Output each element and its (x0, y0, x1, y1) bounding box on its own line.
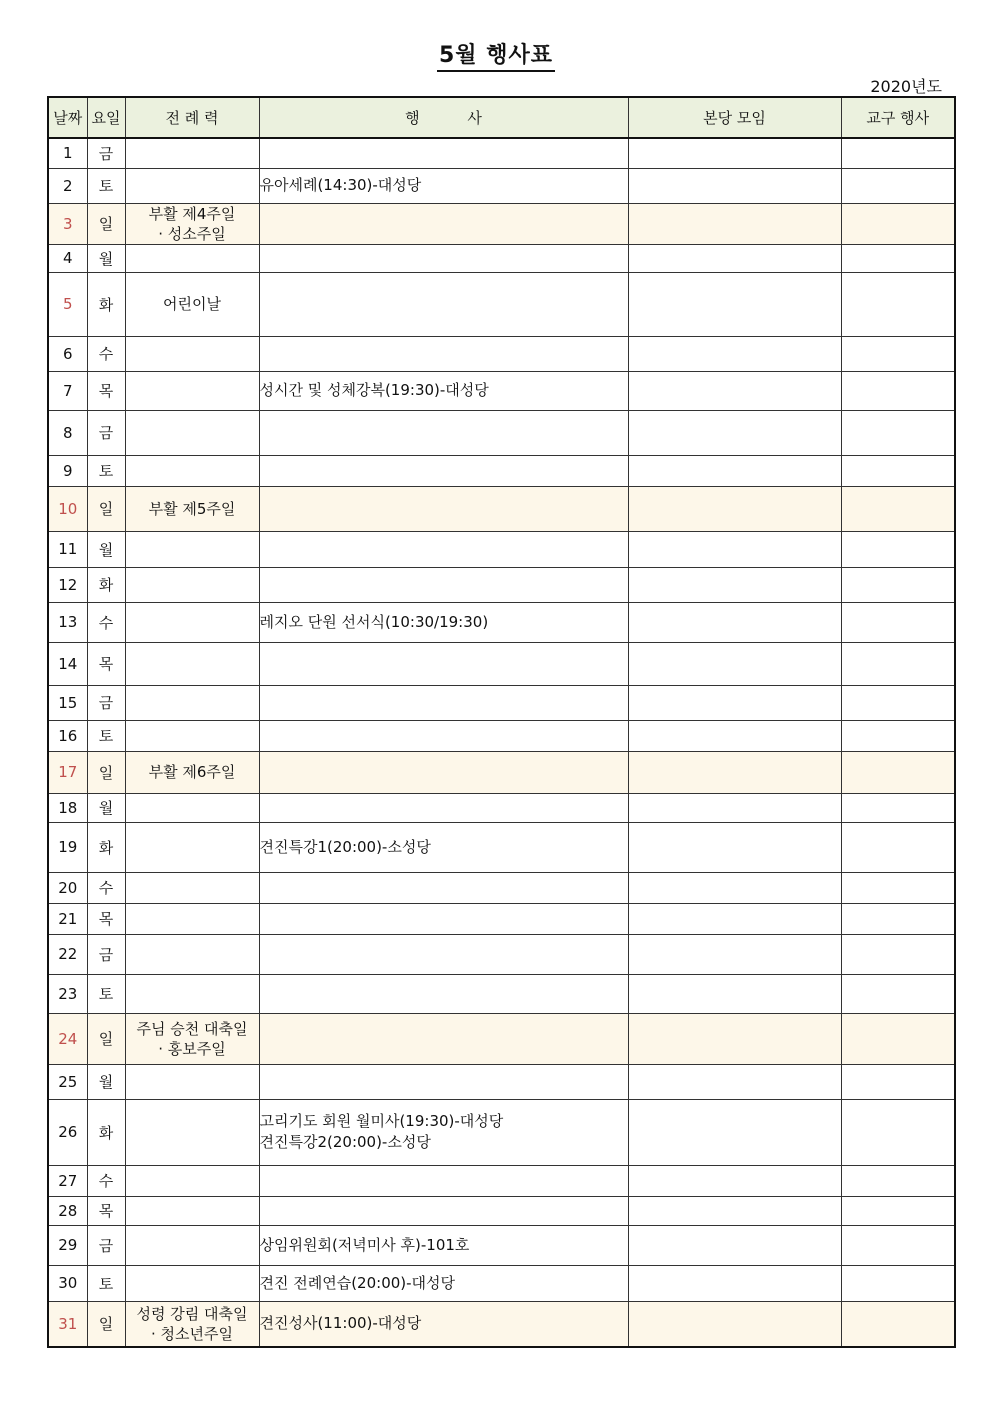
cell-parish-meeting (628, 486, 841, 531)
cell-district-event (841, 1013, 955, 1064)
cell-day-of-week: 금 (87, 138, 125, 168)
cell-date: 6 (48, 336, 87, 371)
cell-liturgy (125, 567, 259, 602)
cell-liturgy (125, 642, 259, 685)
cell-event (259, 685, 628, 720)
cell-event (259, 567, 628, 602)
cell-liturgy (125, 822, 259, 872)
table-row (48, 685, 955, 720)
cell-day-of-week: 목 (87, 642, 125, 685)
cell-parish-meeting (628, 168, 841, 203)
cell-district-event (841, 1301, 955, 1347)
table-row (48, 974, 955, 1013)
cell-event: 성시간 및 성체강복(19:30)-대성당 (259, 371, 628, 410)
cell-day-of-week: 수 (87, 1165, 125, 1196)
cell-district-event (841, 1064, 955, 1099)
cell-parish-meeting (628, 244, 841, 272)
cell-parish-meeting (628, 455, 841, 486)
cell-day-of-week: 화 (87, 567, 125, 602)
cell-day-of-week: 수 (87, 336, 125, 371)
cell-day-of-week: 토 (87, 974, 125, 1013)
cell-day-of-week: 토 (87, 168, 125, 203)
table-row (48, 138, 955, 168)
table-row (48, 531, 955, 567)
cell-parish-meeting (628, 934, 841, 974)
cell-liturgy (125, 934, 259, 974)
cell-district-event (841, 934, 955, 974)
cell-liturgy (125, 1196, 259, 1225)
header-date: 날짜 (48, 97, 87, 138)
cell-day-of-week: 화 (87, 1099, 125, 1165)
cell-district-event (841, 751, 955, 793)
cell-parish-meeting (628, 1064, 841, 1099)
cell-date: 30 (48, 1265, 87, 1301)
cell-event (259, 903, 628, 934)
cell-day-of-week: 화 (87, 272, 125, 336)
table-row (48, 336, 955, 371)
table-row (48, 934, 955, 974)
table-row (48, 1265, 955, 1301)
table-row (48, 203, 955, 244)
cell-district-event (841, 567, 955, 602)
cell-district-event (841, 1196, 955, 1225)
cell-day-of-week: 일 (87, 1013, 125, 1064)
cell-liturgy (125, 793, 259, 822)
cell-district-event (841, 1225, 955, 1265)
cell-date: 19 (48, 822, 87, 872)
cell-parish-meeting (628, 872, 841, 903)
cell-liturgy (125, 138, 259, 168)
cell-event (259, 410, 628, 455)
header-event: 행 사 (259, 97, 628, 138)
cell-date: 8 (48, 410, 87, 455)
cell-parish-meeting (628, 751, 841, 793)
cell-parish-meeting (628, 602, 841, 642)
cell-liturgy (125, 371, 259, 410)
cell-date: 25 (48, 1064, 87, 1099)
cell-liturgy: 성령 강림 대축일 · 청소년주일 (125, 1301, 259, 1347)
table-row (48, 244, 955, 272)
cell-date: 9 (48, 455, 87, 486)
cell-parish-meeting (628, 822, 841, 872)
cell-liturgy: 부활 제6주일 (125, 751, 259, 793)
cell-liturgy: 부활 제5주일 (125, 486, 259, 531)
cell-date: 1 (48, 138, 87, 168)
cell-parish-meeting (628, 567, 841, 602)
cell-date: 26 (48, 1099, 87, 1165)
table-row (48, 272, 955, 336)
cell-district-event (841, 455, 955, 486)
cell-liturgy (125, 1225, 259, 1265)
cell-liturgy (125, 903, 259, 934)
cell-district-event (841, 974, 955, 1013)
cell-day-of-week: 일 (87, 751, 125, 793)
cell-date: 21 (48, 903, 87, 934)
cell-event (259, 642, 628, 685)
cell-event (259, 336, 628, 371)
cell-liturgy: 주님 승천 대축일 · 홍보주일 (125, 1013, 259, 1064)
table-row (48, 602, 955, 642)
cell-parish-meeting (628, 336, 841, 371)
cell-day-of-week: 금 (87, 1225, 125, 1265)
cell-date: 18 (48, 793, 87, 822)
header-district-event: 교구 행사 (841, 97, 955, 138)
cell-date: 23 (48, 974, 87, 1013)
cell-district-event (841, 602, 955, 642)
cell-parish-meeting (628, 974, 841, 1013)
cell-date: 2 (48, 168, 87, 203)
cell-liturgy (125, 720, 259, 751)
cell-district-event (841, 1165, 955, 1196)
cell-day-of-week: 금 (87, 410, 125, 455)
cell-date: 12 (48, 567, 87, 602)
cell-date: 27 (48, 1165, 87, 1196)
cell-event (259, 751, 628, 793)
cell-parish-meeting (628, 685, 841, 720)
cell-district-event (841, 642, 955, 685)
cell-date: 20 (48, 872, 87, 903)
cell-parish-meeting (628, 371, 841, 410)
cell-event (259, 974, 628, 1013)
cell-event: 레지오 단원 선서식(10:30/19:30) (259, 602, 628, 642)
cell-parish-meeting (628, 1165, 841, 1196)
year-label: 2020년도 (870, 77, 942, 96)
cell-liturgy (125, 974, 259, 1013)
cell-district-event (841, 244, 955, 272)
cell-event (259, 872, 628, 903)
cell-date: 22 (48, 934, 87, 974)
cell-parish-meeting (628, 1099, 841, 1165)
cell-liturgy (125, 1165, 259, 1196)
cell-day-of-week: 수 (87, 872, 125, 903)
table-row (48, 1225, 955, 1265)
cell-event: 상임위원회(저녁미사 후)-101호 (259, 1225, 628, 1265)
cell-liturgy: 부활 제4주일 · 성소주일 (125, 203, 259, 244)
cell-event (259, 244, 628, 272)
cell-liturgy (125, 244, 259, 272)
cell-day-of-week: 월 (87, 244, 125, 272)
cell-parish-meeting (628, 203, 841, 244)
table-row (48, 455, 955, 486)
cell-date: 29 (48, 1225, 87, 1265)
cell-parish-meeting (628, 903, 841, 934)
cell-liturgy (125, 531, 259, 567)
event-schedule-table (47, 96, 956, 1348)
cell-district-event (841, 203, 955, 244)
cell-event (259, 486, 628, 531)
cell-parish-meeting (628, 1265, 841, 1301)
cell-district-event (841, 793, 955, 822)
cell-event: 고리기도 회원 월미사(19:30)-대성당 견진특강2(20:00)-소성당 (259, 1099, 628, 1165)
cell-parish-meeting (628, 1225, 841, 1265)
cell-district-event (841, 720, 955, 751)
cell-liturgy (125, 1265, 259, 1301)
table-row (48, 793, 955, 822)
cell-date: 16 (48, 720, 87, 751)
cell-parish-meeting (628, 1301, 841, 1347)
cell-date: 4 (48, 244, 87, 272)
cell-district-event (841, 371, 955, 410)
cell-liturgy (125, 685, 259, 720)
cell-district-event (841, 1099, 955, 1165)
cell-day-of-week: 토 (87, 720, 125, 751)
cell-event: 견진성사(11:00)-대성당 (259, 1301, 628, 1347)
cell-event (259, 1165, 628, 1196)
cell-district-event (841, 272, 955, 336)
table-row (48, 903, 955, 934)
cell-day-of-week: 금 (87, 685, 125, 720)
cell-date: 3 (48, 203, 87, 244)
cell-district-event (841, 903, 955, 934)
table-row (48, 1064, 955, 1099)
cell-district-event (841, 685, 955, 720)
cell-parish-meeting (628, 272, 841, 336)
cell-liturgy (125, 602, 259, 642)
cell-event: 견진 전례연습(20:00)-대성당 (259, 1265, 628, 1301)
cell-event (259, 1013, 628, 1064)
table-row (48, 822, 955, 872)
cell-event (259, 1064, 628, 1099)
cell-liturgy (125, 168, 259, 203)
cell-parish-meeting (628, 531, 841, 567)
cell-day-of-week: 목 (87, 1196, 125, 1225)
cell-day-of-week: 월 (87, 531, 125, 567)
cell-day-of-week: 목 (87, 903, 125, 934)
cell-event (259, 138, 628, 168)
cell-date: 24 (48, 1013, 87, 1064)
cell-parish-meeting (628, 138, 841, 168)
cell-event (259, 455, 628, 486)
cell-district-event (841, 872, 955, 903)
cell-day-of-week: 일 (87, 486, 125, 531)
header-day-of-week: 요일 (87, 97, 125, 138)
table-row (48, 751, 955, 793)
cell-liturgy (125, 872, 259, 903)
cell-parish-meeting (628, 793, 841, 822)
cell-date: 31 (48, 1301, 87, 1347)
table-row (48, 872, 955, 903)
cell-day-of-week: 월 (87, 1064, 125, 1099)
cell-day-of-week: 월 (87, 793, 125, 822)
cell-district-event (841, 486, 955, 531)
header-row (48, 97, 955, 138)
table-row (48, 567, 955, 602)
table-row (48, 720, 955, 751)
cell-date: 10 (48, 486, 87, 531)
table-row (48, 1165, 955, 1196)
cell-day-of-week: 토 (87, 455, 125, 486)
cell-event (259, 1196, 628, 1225)
cell-event: 유아세례(14:30)-대성당 (259, 168, 628, 203)
table-row (48, 1301, 955, 1347)
cell-date: 7 (48, 371, 87, 410)
cell-day-of-week: 일 (87, 203, 125, 244)
cell-liturgy (125, 1064, 259, 1099)
cell-liturgy (125, 1099, 259, 1165)
page-title (0, 38, 992, 69)
cell-parish-meeting (628, 642, 841, 685)
table-row (48, 486, 955, 531)
cell-date: 28 (48, 1196, 87, 1225)
cell-district-event (841, 822, 955, 872)
cell-liturgy (125, 455, 259, 486)
cell-date: 5 (48, 272, 87, 336)
cell-event (259, 531, 628, 567)
cell-day-of-week: 화 (87, 822, 125, 872)
table-row (48, 642, 955, 685)
table-row (48, 1196, 955, 1225)
cell-event (259, 203, 628, 244)
cell-parish-meeting (628, 1196, 841, 1225)
table-row (48, 1099, 955, 1165)
cell-day-of-week: 수 (87, 602, 125, 642)
table-row (48, 410, 955, 455)
header-liturgy: 전 례 력 (125, 97, 259, 138)
cell-district-event (841, 410, 955, 455)
cell-event: 견진특강1(20:00)-소성당 (259, 822, 628, 872)
cell-district-event (841, 168, 955, 203)
cell-event (259, 793, 628, 822)
cell-parish-meeting (628, 410, 841, 455)
cell-date: 11 (48, 531, 87, 567)
cell-district-event (841, 531, 955, 567)
cell-date: 13 (48, 602, 87, 642)
cell-date: 14 (48, 642, 87, 685)
cell-parish-meeting (628, 1013, 841, 1064)
cell-district-event (841, 336, 955, 371)
table-row (48, 168, 955, 203)
cell-event (259, 720, 628, 751)
cell-liturgy: 어린이날 (125, 272, 259, 336)
cell-date: 17 (48, 751, 87, 793)
cell-date: 15 (48, 685, 87, 720)
cell-parish-meeting (628, 720, 841, 751)
cell-day-of-week: 일 (87, 1301, 125, 1347)
cell-day-of-week: 토 (87, 1265, 125, 1301)
cell-day-of-week: 금 (87, 934, 125, 974)
cell-liturgy (125, 410, 259, 455)
cell-district-event (841, 138, 955, 168)
header-parish-meeting: 본당 모임 (628, 97, 841, 138)
table-row (48, 371, 955, 410)
cell-district-event (841, 1265, 955, 1301)
cell-event (259, 272, 628, 336)
page-title-text: 5월 행사표 (437, 43, 555, 72)
table-row (48, 1013, 955, 1064)
cell-event (259, 934, 628, 974)
cell-liturgy (125, 336, 259, 371)
cell-day-of-week: 목 (87, 371, 125, 410)
